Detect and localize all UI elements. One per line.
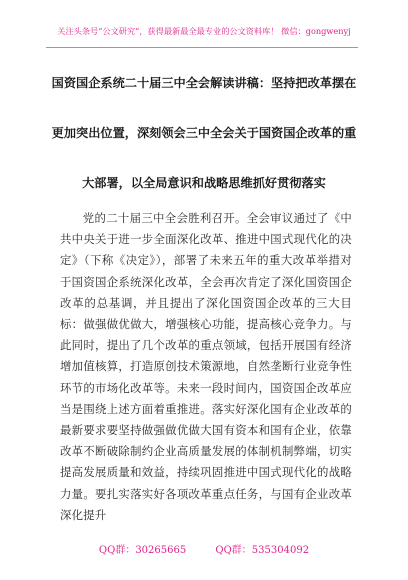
title-line-3: 大部署，以全局意识和战略思维抓好贯彻落实	[82, 176, 326, 190]
title-line-2: 更加突出位置，深刻领会三中全会关于国资国企改革的重	[51, 126, 357, 140]
header-divider	[46, 47, 358, 48]
body-paragraph: 党的二十届三中全会胜利召开。全会审议通过了《中共中央关于进一步全面深化改革、推进中国式现代化的决定》（下称《决定》），部署了未来五年的重大改革举措对于国资国企系统深化改革，全会再次肯定了深化国资国企改革的总基调，并且提出了深化国资国企改革的三大目标：做强做优做大，增强核心功能，提高核心竞争力。与此同时，提出了几个改革的重点领域，包括开展国有经济增加值核算，打造原创技术策源地，自然垄断行业竞争性环节的市场化改革等。未来一段时间内，国资国企改革应当是围绕上述方面着重推进。落实好深化国有企业改革的最新要求要坚持做强做优做大国有资本和国有企业，依靠改革不断破除制约企业高质量发展的体制机制弊端，切实提高发展质量和效益，持续巩固推进中国式现代化的战略力量。要扎实落实好各项改革重点任务，与国有企业改革深化提升	[60, 211, 352, 522]
title-line-1: 国资国企系统二十届三中全会解读讲稿：坚持把改革摆在	[51, 76, 357, 90]
footer-qq-groups	[0, 541, 408, 556]
footer-qq-group-2: QQ群：535304092	[215, 545, 310, 556]
header-note: 关注头条号“公文研究”，获得最新最全最专业的公文资料库！ 微信：gongwenyj	[57, 26, 351, 36]
footer-qq-group-1: QQ群：30265665	[98, 545, 187, 556]
